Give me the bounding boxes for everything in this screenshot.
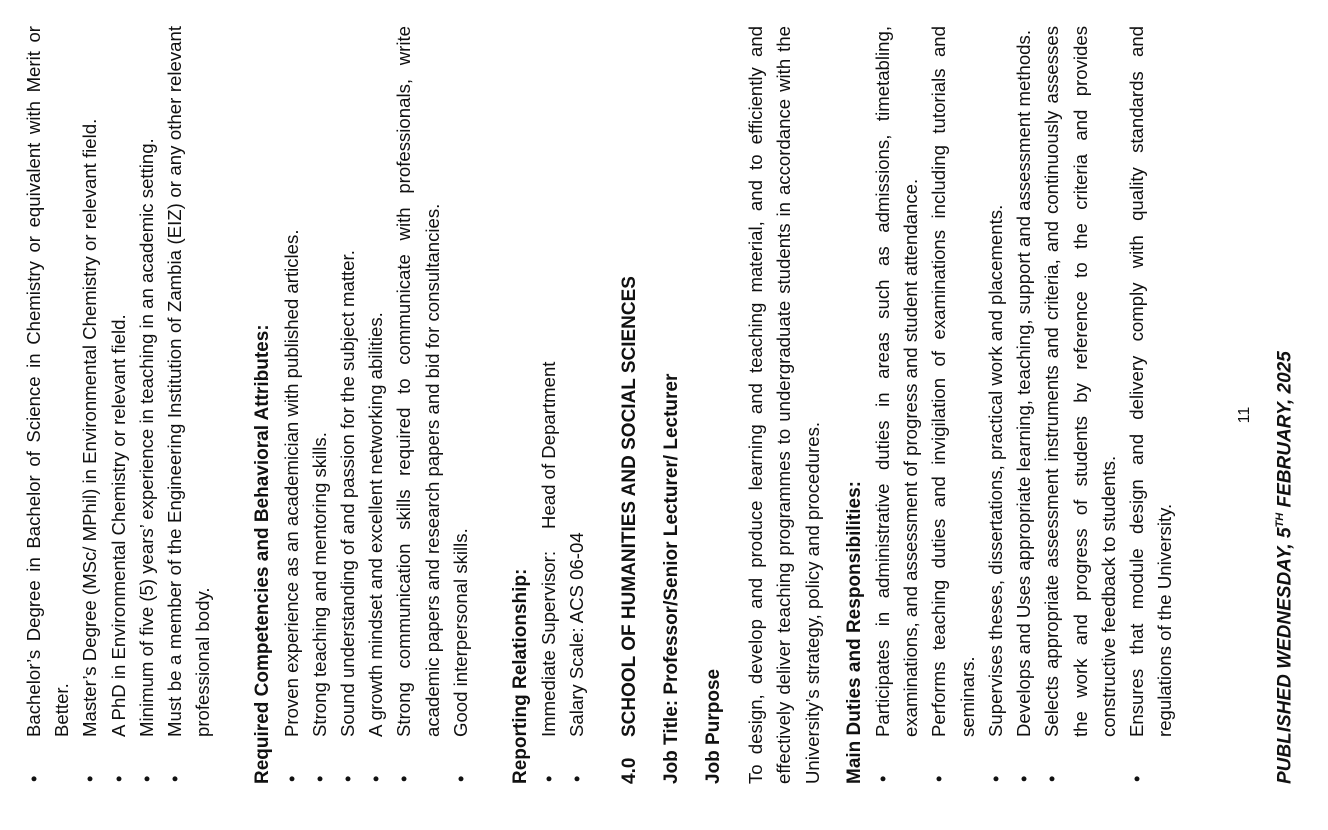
section-number: 4.0 <box>618 757 640 784</box>
reporting-list <box>535 26 591 784</box>
list-item: • Minimum of five (5) years’ experience in teaching in an academic setting. <box>133 26 161 784</box>
list-item: • Ensures that module design and delivery comply with quality standards and regulations of the University. <box>1123 26 1179 784</box>
list-item: • Strong communication skills required to communicate with professionals, write academic papers and research papers and bid for consultancies. <box>390 26 446 784</box>
supervisor-value: Head of Department <box>538 361 560 529</box>
list-item: • Good interpersonal skills. <box>447 26 475 784</box>
published-date: PUBLISHED WEDNESDAY, 5TH FEBRUARY, 2025 <box>1274 351 1296 784</box>
list-item: • Performs teaching duties and invigilation of examinations including tutorials and seminars. <box>925 26 981 784</box>
salary-value: ACS 06-04 <box>566 532 588 624</box>
duties-heading: Main Duties and Responsibilities: <box>843 481 865 784</box>
list-item: • Develops and Uses appropriate learning, teaching, support and assessment methods. <box>1010 26 1038 784</box>
job-purpose-text: To design, develop and produce learning and teaching material, and to efficiently and effectively deliver teaching programmes to undergraduate students in accordance with the University’s strategy, policy and procedures. <box>745 26 823 784</box>
job-title: Job Title: Professor/Senior Lecturer/ Lecturer <box>660 373 682 784</box>
list-item: • Sound understanding of and passion for the subject matter. <box>334 26 362 784</box>
duties-list <box>869 26 1179 784</box>
list-item: • Strong teaching and mentoring skills. <box>306 26 334 784</box>
list-item: • A PhD in Environmental Chemistry or relevant field. <box>105 26 133 784</box>
list-item: • Selects appropriate assessment instruments and criteria, and continuously assesses the work and progress of students by reference to the criteria and provides constructive feedback to students. <box>1038 26 1123 784</box>
salary-label: Salary Scale: <box>566 627 588 737</box>
supervisor-label: Immediate Supervisor: <box>538 550 560 737</box>
job-purpose-heading: Job Purpose <box>703 668 725 784</box>
list-item: • Must be a member of the Engineering Institution of Zambia (EIZ) or any other relevant professional body. <box>161 26 217 784</box>
competencies-heading: Required Competencies and Behavioral Attributes: <box>252 324 274 784</box>
section-heading <box>616 26 644 784</box>
list-item: • Proven experience as an academician with published articles. <box>278 26 306 784</box>
list-item: • A growth mindset and excellent networking abilities. <box>362 26 390 784</box>
list-item <box>535 26 563 784</box>
list-item: • Supervises theses, dissertations, practical work and placements. <box>982 26 1010 784</box>
list-item: • Bachelor’s Degree in Bachelor of Science in Chemistry or equivalent with Merit or Better. <box>20 26 76 784</box>
list-item: • Participates in administrative duties in areas such as admissions, timetabling, examinations, and assessment of progress and student attendance. <box>869 26 925 784</box>
list-item <box>563 26 591 784</box>
section-title: SCHOOL OF HUMANITIES AND SOCIAL SCIENCES <box>618 276 640 737</box>
page-footer <box>1235 0 1255 830</box>
list-item: • Master’s Degree (MSc/ MPhil) in Environmental Chemistry or relevant field. <box>76 26 104 784</box>
page-number: 11 <box>1236 406 1253 424</box>
reporting-heading: Reporting Relationship: <box>510 568 532 784</box>
qualifications-list <box>20 26 217 784</box>
competencies-list <box>278 26 475 784</box>
